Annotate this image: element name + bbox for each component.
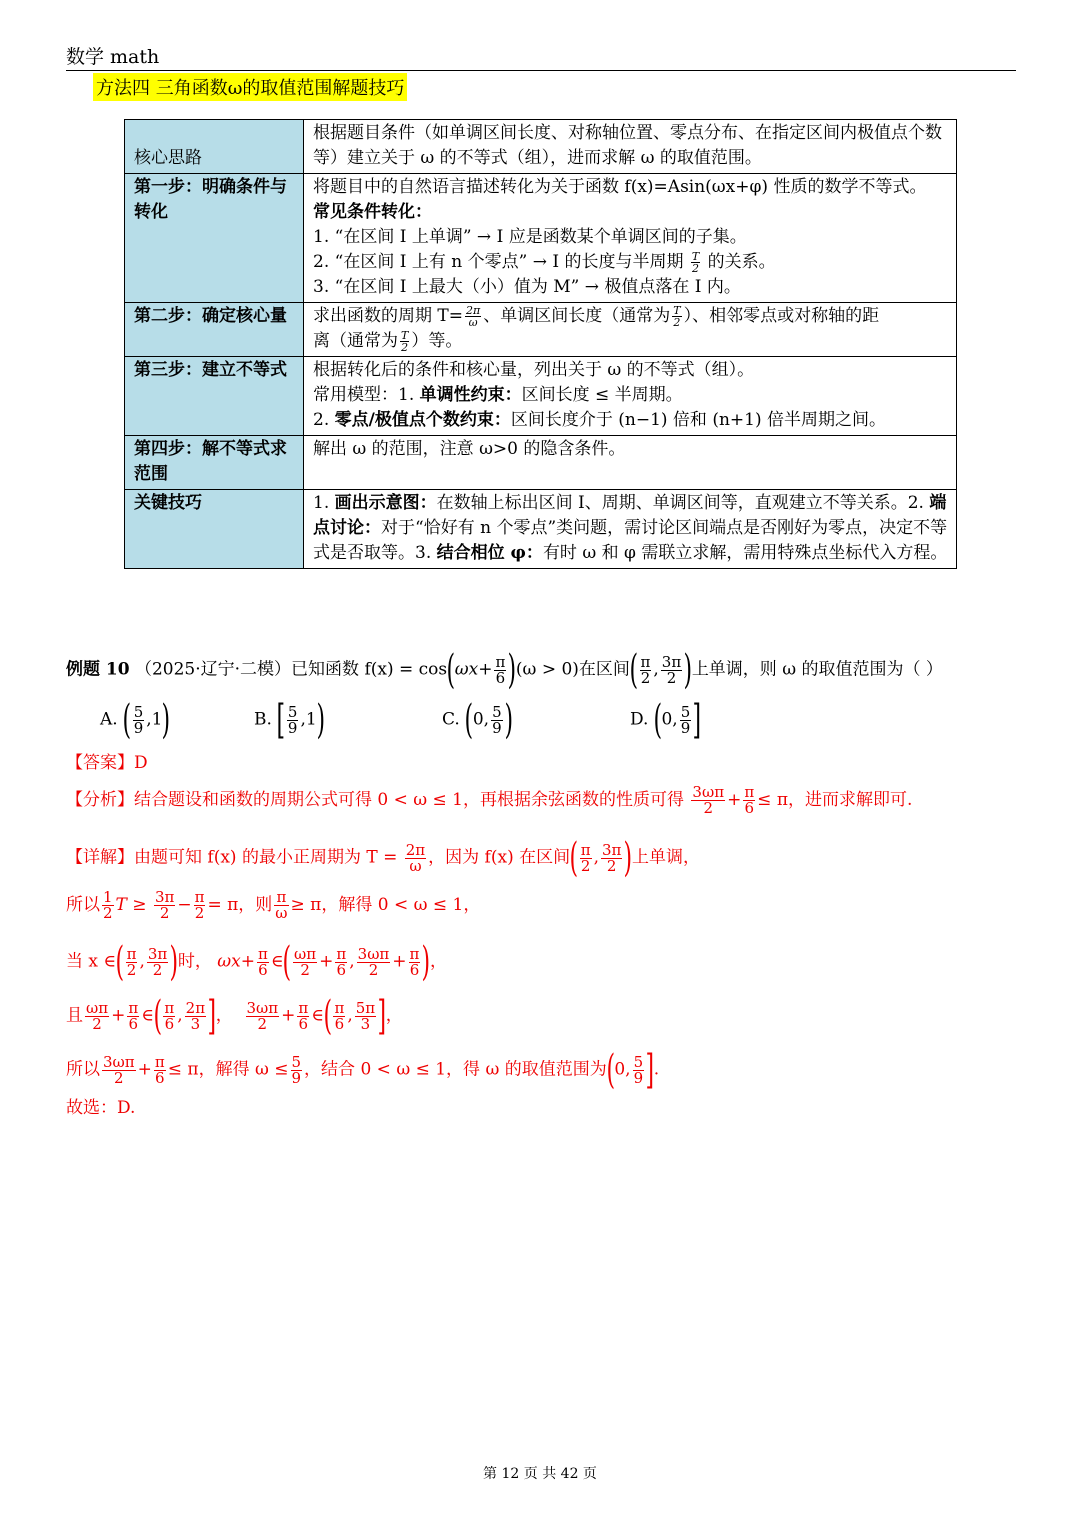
row-text-core: 根据题目条件（如单调区间长度、对称轴位置、零点分布、在指定区间内极值点个数等）建立关于 ω 的不等式（组），进而求解 ω 的取值范围。 — [304, 120, 957, 174]
detail-d1: 【详解】由题可知 f(x) 的最小正周期为 T = — [66, 847, 398, 868]
detail-s4b: ≤ π，解得 ω ≤ — [167, 1059, 289, 1080]
option-c-label: C. — [442, 709, 460, 730]
row-label-tips: 关键技巧 — [125, 490, 304, 569]
option-b-label: B. — [254, 709, 272, 730]
example-question: 例题 10 （2025·辽宁·二模）已知函数 f(x) = cos(ωx+ $\frac{\pi}{6}$ )(ω > 0)在区间( $\frac{\pi}{2}$ , $\frac{3\pi}{2}$ )上单调，则 ω 的取值范围为（ ） — [66, 647, 943, 693]
tips-t2: 在数轴上标出区间 I、周期、单调区间等，直观建立不等关系。2. — [436, 493, 930, 513]
detail-s2a: 当 x ∈ — [66, 951, 116, 972]
step3-l3b: 零点/极值点个数约束： — [334, 410, 511, 430]
tips-b2: 端点讨论： — [313, 493, 947, 538]
step3-l2a: 常用模型：1. — [313, 385, 420, 405]
analysis-b: ，进而求解即可. — [788, 790, 913, 810]
step1-line1: 1. “在区间 I 上单调” → I 应是函数某个单调区间的子集。 — [313, 227, 747, 247]
detail-d3: 上单调， — [632, 847, 700, 868]
analysis-a: 【分析】结合题设和函数的周期公式可得 0 < ω ≤ 1，再根据余弦函数的性质可得 — [66, 790, 685, 810]
example-q2: (ω > 0)在区间 — [515, 659, 630, 680]
final-answer: 故选：D. — [66, 1098, 136, 1118]
example-q1: （2025·辽宁·二模）已知函数 f(x) = cos — [134, 659, 448, 680]
analysis-line: 【分析】结合题设和函数的周期公式可得 0 < ω ≤ 1，再根据余弦函数的性质可得 $\frac{3\omega\pi}{2}$ + $\frac{\pi}{6}$ ≤ π，进而求解即可. — [66, 783, 913, 817]
step1-line2-tail: 的关系。 — [707, 252, 776, 272]
row-content-tips — [304, 490, 957, 569]
half-period-fraction: $\frac{T}{2}$ — [691, 250, 700, 275]
row-text-step4: 解出 ω 的范围，注意 ω>0 的隐含条件。 — [304, 436, 957, 490]
detail-s4a: 所以 — [66, 1059, 100, 1080]
row-label-step2: 第二步：确定核心量 — [125, 303, 304, 357]
detail-line3: 当 x ∈( $\frac{\pi}{2}$ , $\frac{3\pi}{2}$ )时， ωx+ $\frac{\pi}{6}$ ∈( $\frac{\omega\pi}{2}$ + $\frac{\pi}{6}$ , $\frac{3\omega\pi}{2}$ + $\frac{\pi}{6}$ )， — [66, 939, 448, 985]
tips-b1: 画出示意图： — [334, 493, 437, 513]
header-title: 数学 math — [66, 46, 160, 68]
step3-line3 — [313, 408, 948, 433]
row-content-step3 — [304, 357, 957, 436]
detail-line1: 【详解】由题可知 f(x) 的最小正周期为 T = $\frac{2\pi}{\omega}$ ，因为 f(x) 在区间( $\frac{\pi}{2}$ , $\frac{3\pi}{2}$ )上单调， — [66, 835, 700, 881]
row-content-step1 — [304, 174, 957, 303]
detail-s2b: 时， — [177, 951, 212, 972]
step1-line3: 3. “在区间 I 上最大（小）值为 M” → 极值点落在 I 内。 — [313, 277, 741, 297]
step2-text-a: 求出函数的周期 T= — [313, 306, 463, 326]
detail-d2: ，因为 f(x) 在区间 — [428, 847, 571, 868]
period-fraction: $\frac{2\pi}{\omega}$ — [466, 304, 481, 329]
detail-s4c: ，结合 0 < ω ≤ 1，得 ω 的取值范围为 — [304, 1059, 607, 1080]
method-table — [124, 119, 957, 569]
step3-line1: 根据转化后的条件和核心量，列出关于 ω 的不等式（组）。 — [313, 360, 755, 380]
row-label-step4: 第四步：解不等式求范围 — [125, 436, 304, 490]
answer-line: 【答案】D — [66, 753, 148, 773]
example-label: 例题 10 — [66, 659, 130, 680]
detail-s1c: ≥ π，解得 0 < ω ≤ 1， — [290, 895, 481, 915]
example-q3: 上单调，则 ω 的取值范围为（ ） — [691, 659, 943, 680]
detail-line5: 所以 $\frac{3\omega\pi}{2}$ + $\frac{\pi}{6}$ ≤ π，解得 ω ≤ $\frac{5}{9}$ ，结合 0 < ω ≤ 1，得 ω 的取值范围为(0, $\frac{5}{9}$ ]. — [66, 1047, 660, 1093]
step3-l2b: 单调性约束： — [419, 385, 522, 405]
step3-line2 — [313, 383, 948, 408]
detail-line4: 且 $\frac{\omega\pi}{2}$ + $\frac{\pi}{6}$ ∈( $\frac{\pi}{6}$ , $\frac{2\pi}{3}$ ]， $\frac{3\omega\pi}{2}$ + $\frac{\pi}{6}$ ∈( $\frac{\pi}{6}$ , $\frac{5\pi}{3}$ ]， — [66, 993, 403, 1039]
page-footer: 第 12 页 共 42 页 — [483, 1466, 597, 1482]
step3-l3a: 2. — [313, 410, 335, 430]
tips-b3: 结合相位 φ： — [436, 543, 543, 563]
row-label-step1: 第一步：明确条件与转化 — [125, 174, 304, 303]
option-a[interactable]: A. ( $\frac{5}{9}$ ,1) — [100, 697, 171, 743]
step2-text-c: ）、相邻零点或对称轴的距 — [683, 306, 880, 326]
option-c[interactable]: C. (0, $\frac{5}{9}$ ) — [442, 697, 513, 743]
tips-t3: 对于“恰好有 n 个零点”类问题，需讨论区间端点是否刚好为零点，决定不等式是否取等。3. — [313, 518, 948, 563]
row-label-step3: 第三步：建立不等式 — [125, 357, 304, 436]
step1-line2 — [313, 250, 948, 275]
tips-t1: 1. — [313, 493, 335, 513]
detail-s3a: 且 — [66, 1005, 83, 1026]
step1-text: 将题目中的自然语言描述转化为关于函数 f(x)=Asin(ωx+φ) 性质的数学不等式。 — [313, 177, 927, 197]
step3-l3c: 区间长度介于 (n−1) 倍和 (n+1) 倍半周期之间。 — [510, 410, 887, 430]
step3-l2c: 区间长度 ≤ 半周期。 — [521, 385, 683, 405]
method-title: 方法四 三角函数ω的取值范围解题技巧 — [93, 73, 407, 101]
step2-text-d: 离（通常为 — [313, 331, 398, 351]
half-period-fraction: $\frac{T}{2}$ — [401, 329, 409, 354]
step2-text-b: 、单调区间长度（通常为 — [483, 306, 671, 326]
step1-subheading: 常见条件转化： — [313, 202, 432, 222]
option-d-label: D. — [630, 709, 649, 730]
step2-text-e: ）等。 — [411, 331, 463, 351]
step1-line2-text: 2. “在区间 I 上有 n 个零点” → I 的长度与半周期 — [313, 252, 684, 272]
tips-t4: 有时 ω 和 φ 需联立求解，需用特殊点坐标代入方程。 — [542, 543, 948, 563]
option-b[interactable]: B. [ $\frac{5}{9}$ ,1) — [254, 697, 325, 743]
detail-s1b: ，则 — [238, 895, 273, 915]
option-a-label: A. — [100, 709, 118, 730]
option-d[interactable]: D. (0, $\frac{5}{9}$ ] — [630, 697, 702, 743]
detail-s1a: 所以 — [66, 895, 100, 915]
detail-line2: 所以 $\frac{1}{2}$ T ≥ $\frac{3\pi}{2}$ − $\frac{\pi}{2}$ = π，则 $\frac{\pi}{\omega}$ ≥ π，解得 0 < ω ≤ 1， — [66, 888, 481, 922]
row-content-step2 — [304, 303, 957, 357]
row-label-core: 核心思路 — [125, 120, 304, 174]
half-period-fraction: $\frac{T}{2}$ — [673, 304, 681, 329]
header-divider — [66, 70, 1016, 71]
